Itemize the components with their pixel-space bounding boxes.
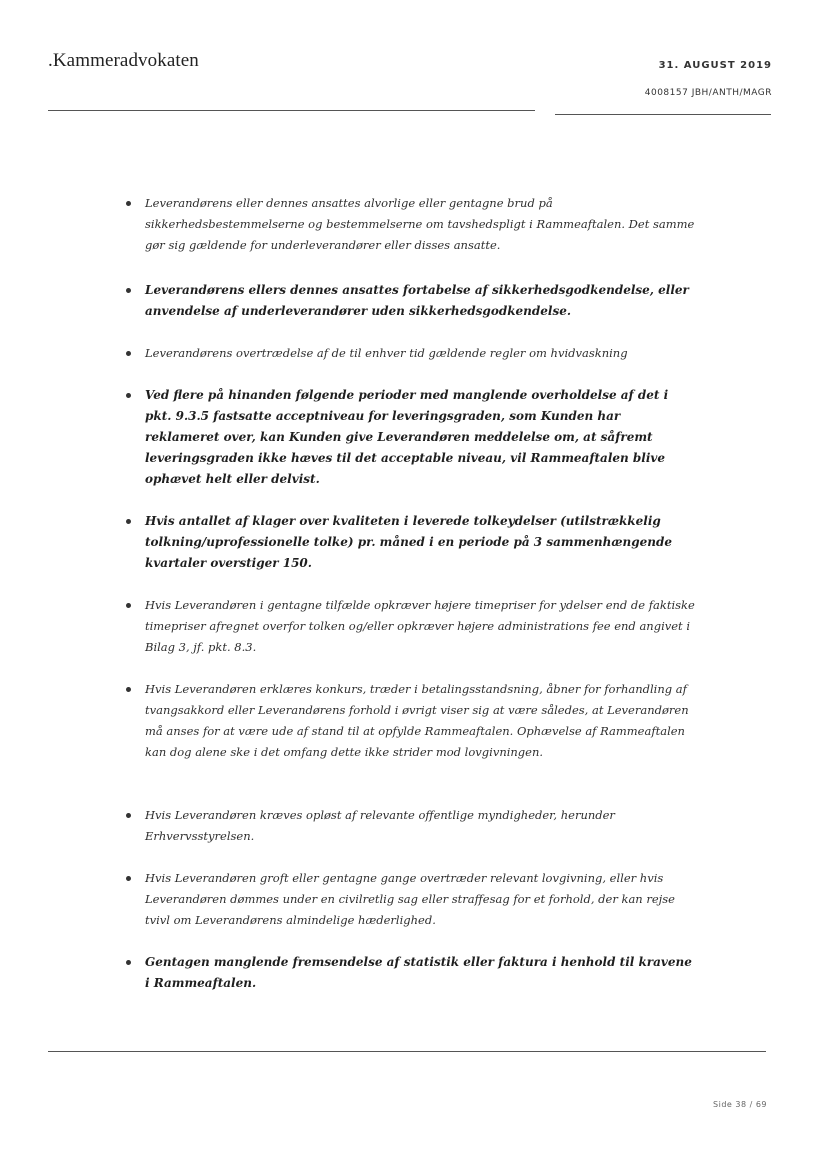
list-item-text: Leverandørens ellers dennes ansattes fortabelse af sikkerhedsgodkendelse, eller anvendelse af underleverandører uden sikkerhedsgodkendelse. [145, 283, 689, 318]
bullet-dot-icon [126, 687, 131, 692]
footer-rule [48, 1051, 766, 1052]
list-item-text: Hvis Leverandøren erklæres konkurs, træder i betalingsstandsning, åbner for forhandling af tvangsakkord eller Leverandørens forhold i øvrigt viser sig at være således, at Leverandøren må anses for at være ude af stand til at opfylde Rammeaftalen. Ophævelse af Rammeaftalen kan dog alene ske i det omfang dette ikke strider mod lovgivningen. [145, 682, 689, 759]
bullet-dot-icon [126, 393, 131, 398]
bullet-dot-icon [126, 813, 131, 818]
bullet-dot-icon [126, 603, 131, 608]
bullet-dot-icon [126, 288, 131, 293]
list-item [120, 595, 695, 658]
bullet-dot-icon [126, 876, 131, 881]
document-date: 31. AUGUST 2019 [658, 60, 772, 71]
list-item-text: Gentagen manglende fremsendelse af statistik eller faktura i henhold til kravene i Rammeaftalen. [145, 955, 692, 990]
list-item-text: Hvis Leverandøren i gentagne tilfælde opkræver højere timepriser for ydelser end de faktiske timepriser afregnet overfor tolken og/eller opkræver højere administrations fee end angivet i Bilag 3, jf. pkt. 8.3. [145, 598, 695, 654]
list-item-text: Hvis Leverandøren kræves opløst af relevante offentlige myndigheder, herunder Erhvervsstyrelsen. [145, 808, 615, 843]
bullet-dot-icon [126, 960, 131, 965]
list-item [120, 805, 695, 847]
list-item-text: Hvis antallet af klager over kvaliteten i leverede tolkeydelser (utilstrækkelig tolkning/uprofessionelle tolke) pr. måned i en periode på 3 sammenhængende kvartaler overstiger 150. [145, 514, 673, 570]
list-item-text: Ved flere på hinanden følgende perioder med manglende overholdelse af det i pkt. 9.3.5 fastsatte acceptniveau for leveringsgraden, som Kunden har reklameret over, kan Kunden give Leverandøren meddelelse om, at såfremt leveringsgraden ikke hæves til det acceptable niveau, vil Rammeaftalen blive ophævet helt eller delvist. [145, 388, 669, 486]
list-item-text: Leverandørens eller dennes ansattes alvorlige eller gentagne brud på sikkerhedsbestemmelserne og bestemmelserne om tavshedspligt i Rammeaftalen. Det samme gør sig gældende for underleverandører eller disses ansatte. [145, 196, 695, 252]
list-item-text: Hvis Leverandøren groft eller gentagne gange overtræder relevant lovgivning, eller hvis Leverandøren dømmes under en civilretlig sag eller straffesag for et forhold, der kan rejse tvivl om Leverandørens almindelige hæderlighed. [145, 871, 675, 927]
bullet-dot-icon [126, 351, 131, 356]
list-item [120, 511, 695, 574]
bullet-dot-icon [126, 201, 131, 206]
list-item [120, 868, 695, 931]
page-number: Side 38 / 69 [713, 1100, 767, 1109]
list-item [120, 385, 695, 490]
list-item-text: Leverandørens overtrædelse af de til enhver tid gældende regler om hvidvaskning [145, 346, 628, 360]
list-item [120, 679, 695, 763]
list-item [120, 343, 695, 364]
list-item [120, 193, 695, 256]
document-reference: 4008157 JBH/ANTH/MAGR [644, 88, 772, 98]
list-item [120, 280, 695, 322]
bullet-dot-icon [126, 519, 131, 524]
company-logo: .Kammeradvokaten [48, 50, 199, 71]
list-item [120, 952, 695, 994]
